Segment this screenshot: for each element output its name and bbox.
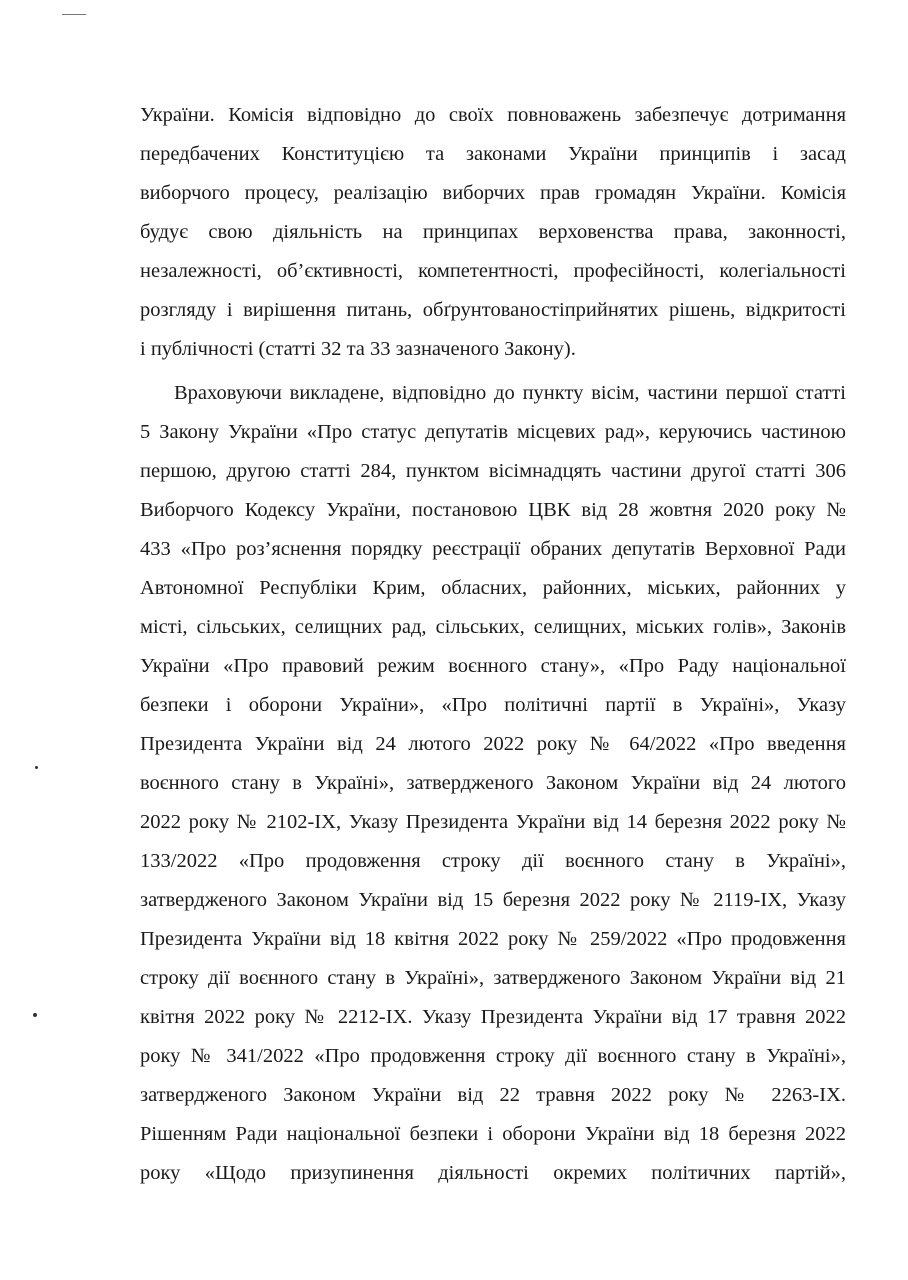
text-line: 433 «Про роз’яснення порядку реєстрації обраних депутатів Верховної Ради — [140, 538, 846, 560]
text-line: України. Комісія відповідно до своїх повноважень забезпечує дотримання — [140, 104, 846, 126]
paragraph-commission-principles — [140, 96, 846, 369]
text-line: затвердженого Законом України від 15 березня 2022 року № 2119-IX, Указу — [140, 889, 846, 911]
text-line: квітня 2022 року № 2212-IX. Указу Президента України від 17 травня 2022 — [140, 1006, 846, 1028]
text-line: року «Щодо призупинення діяльності окремих політичних партій», — [140, 1162, 846, 1184]
text-line: будує свою діяльність на принципах верховенства права, законності, — [140, 221, 846, 243]
text-line: виборчого процесу, реалізацію виборчих прав громадян України. Комісія — [140, 182, 846, 204]
text-line: строку дії воєнного стану в Україні», затвердженого Законом України від 21 — [140, 967, 846, 989]
text-line: Президента України від 18 квітня 2022 року № 259/2022 «Про продовження — [140, 928, 846, 950]
text-line: Президента України від 24 лютого 2022 року № 64/2022 «Про введення — [140, 733, 846, 755]
scan-speck — [33, 1013, 37, 1017]
text-line: 133/2022 «Про продовження строку дії воєнного стану в Україні», — [140, 850, 846, 872]
text-line: 5 Закону України «Про статус депутатів місцевих рад», керуючись частиною — [140, 421, 846, 443]
text-line: розгляду і вирішення питань, обґрунтованостіприйнятих рішень, відкритості — [140, 299, 846, 321]
text-line: незалежності, об’єктивності, компетентності, професійності, колегіальності — [140, 260, 846, 282]
text-line: затвердженого Законом України від 22 травня 2022 року № 2263-IX. — [140, 1084, 846, 1106]
text-line: Виборчого Кодексу України, постановою ЦВК від 28 жовтня 2020 року № — [140, 499, 846, 521]
text-line: воєнного стану в Україні», затвердженого Законом України від 24 лютого — [140, 772, 846, 794]
text-line: року № 341/2022 «Про продовження строку дії воєнного стану в Україні», — [140, 1045, 846, 1067]
text-line: безпеки і оборони України», «Про політичні партії в Україні», Указу — [140, 694, 846, 716]
scan-speck — [35, 766, 38, 769]
text-line: місті, сільських, селищних рад, сільських, селищних, міських голів», Законів — [140, 616, 846, 638]
scan-artifact-mark — [62, 14, 86, 15]
text-line: 2022 року № 2102-IX, Указу Президента України від 14 березня 2022 року № — [140, 811, 846, 833]
text-line: першою, другою статті 284, пунктом вісімнадцять частини другої статті 306 — [140, 460, 846, 482]
text-line: і публічності (статті 32 та 33 зазначеного Закону). — [140, 338, 576, 360]
text-line: Враховуючи викладене, відповідно до пункту вісім, частини першої статті — [174, 382, 846, 404]
text-line: Рішенням Ради національної безпеки і оборони України від 18 березня 2022 — [140, 1123, 846, 1145]
text-line: Автономної Республіки Крим, обласних, районних, міських, районних у — [140, 577, 846, 599]
paragraph-legal-basis — [140, 374, 846, 1193]
text-line: України «Про правовий режим воєнного стану», «Про Раду національної — [140, 655, 846, 677]
text-line: передбачених Конституцією та законами України принципів і засад — [140, 143, 846, 165]
